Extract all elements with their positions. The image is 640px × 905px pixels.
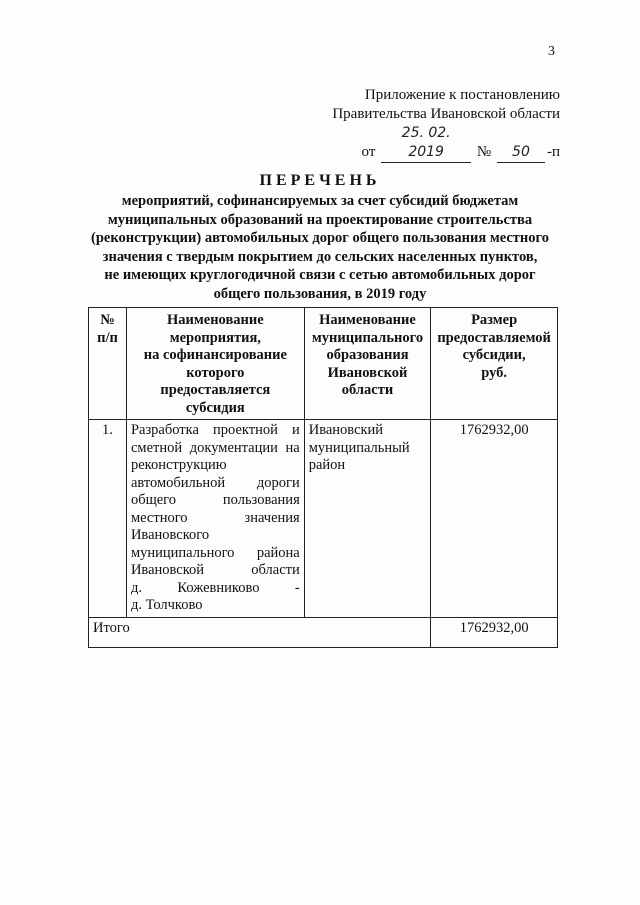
subtitle-line: значения с твердым покрытием до сельских населенных пунктов,	[102, 248, 538, 265]
header-text: предоставляемой	[437, 329, 551, 346]
row-description	[126, 420, 304, 618]
header-text: руб.	[481, 364, 508, 381]
municipality-line: Ивановский	[308, 422, 384, 438]
header-text: субсидии,	[462, 347, 526, 363]
header-number	[89, 308, 127, 420]
subsidy-table	[88, 307, 558, 648]
description-line: местного значения	[130, 509, 300, 526]
description-line: д. Кожевниково -	[130, 579, 300, 596]
header-municipality	[304, 308, 431, 420]
subtitle-line: муниципальных образований на проектирование строительства	[107, 211, 533, 228]
municipality-line: муниципальный	[308, 439, 410, 456]
table-header-row	[89, 308, 558, 420]
table-total-row	[89, 617, 558, 648]
header-text: Размер	[471, 312, 518, 328]
appendix-line-2: Правительства Ивановской области	[332, 106, 560, 122]
description-line: Ивановской области	[130, 562, 300, 578]
number-suffix: -п	[546, 144, 560, 160]
header-text: Наименование	[319, 312, 416, 328]
description-line: реконструкцию	[130, 457, 227, 473]
appendix-line-1: Приложение к постановлению	[364, 87, 560, 103]
table-row	[89, 420, 558, 618]
description-line: общего пользования	[130, 492, 300, 508]
description-line: муниципального района	[130, 544, 300, 561]
description-line: автомобильной дороги	[130, 474, 300, 491]
description-line: сметной документации на	[130, 439, 300, 456]
header-text: образования	[326, 347, 409, 363]
document-subtitle	[80, 192, 560, 303]
total-amount: 1762932,00	[431, 617, 558, 648]
header-text: области	[341, 382, 394, 398]
handwritten-number: 50	[497, 143, 545, 163]
row-municipality	[304, 420, 431, 618]
row-amount: 1762932,00	[431, 420, 558, 618]
subtitle-line: не имеющих круглогодичной связи с сетью автомобильных дорог	[104, 267, 536, 283]
header-text: субсидия	[185, 399, 245, 416]
header-text: которого	[186, 364, 245, 381]
header-text: муниципального	[311, 329, 424, 346]
from-label: от	[361, 144, 376, 160]
header-amount	[431, 308, 558, 420]
subtitle-line: мероприятий, софинансируемых за счет субсидий бюджетам	[121, 193, 519, 209]
header-text: п/п	[97, 329, 118, 346]
appendix-date-line	[332, 124, 560, 163]
header-text: №	[100, 312, 115, 328]
handwritten-date: 25. 02. 2019	[381, 124, 471, 163]
header-text: на софинансирование	[143, 347, 287, 363]
description-line: Разработка проектной и	[130, 422, 300, 438]
subtitle-line: общего пользования, в 2019 году	[213, 285, 427, 302]
description-line: д. Толчково	[130, 597, 203, 613]
header-text: Наименование	[167, 312, 264, 328]
header-text: Ивановской	[327, 364, 408, 381]
document-title: ПЕРЕЧЕНЬ	[259, 172, 381, 189]
appendix-block	[332, 86, 560, 163]
row-number: 1.	[89, 420, 127, 618]
number-label: №	[476, 144, 492, 160]
subtitle-line: (реконструкции) автомобильных дорог общего пользования местного	[91, 230, 549, 246]
header-activity	[126, 308, 304, 420]
page-number: 3	[548, 44, 555, 59]
total-label: Итого	[89, 617, 431, 648]
municipality-line: район	[308, 457, 346, 473]
description-line: Ивановского	[130, 527, 210, 543]
header-text: мероприятия,	[169, 329, 261, 346]
header-text: предоставляется	[160, 382, 271, 398]
